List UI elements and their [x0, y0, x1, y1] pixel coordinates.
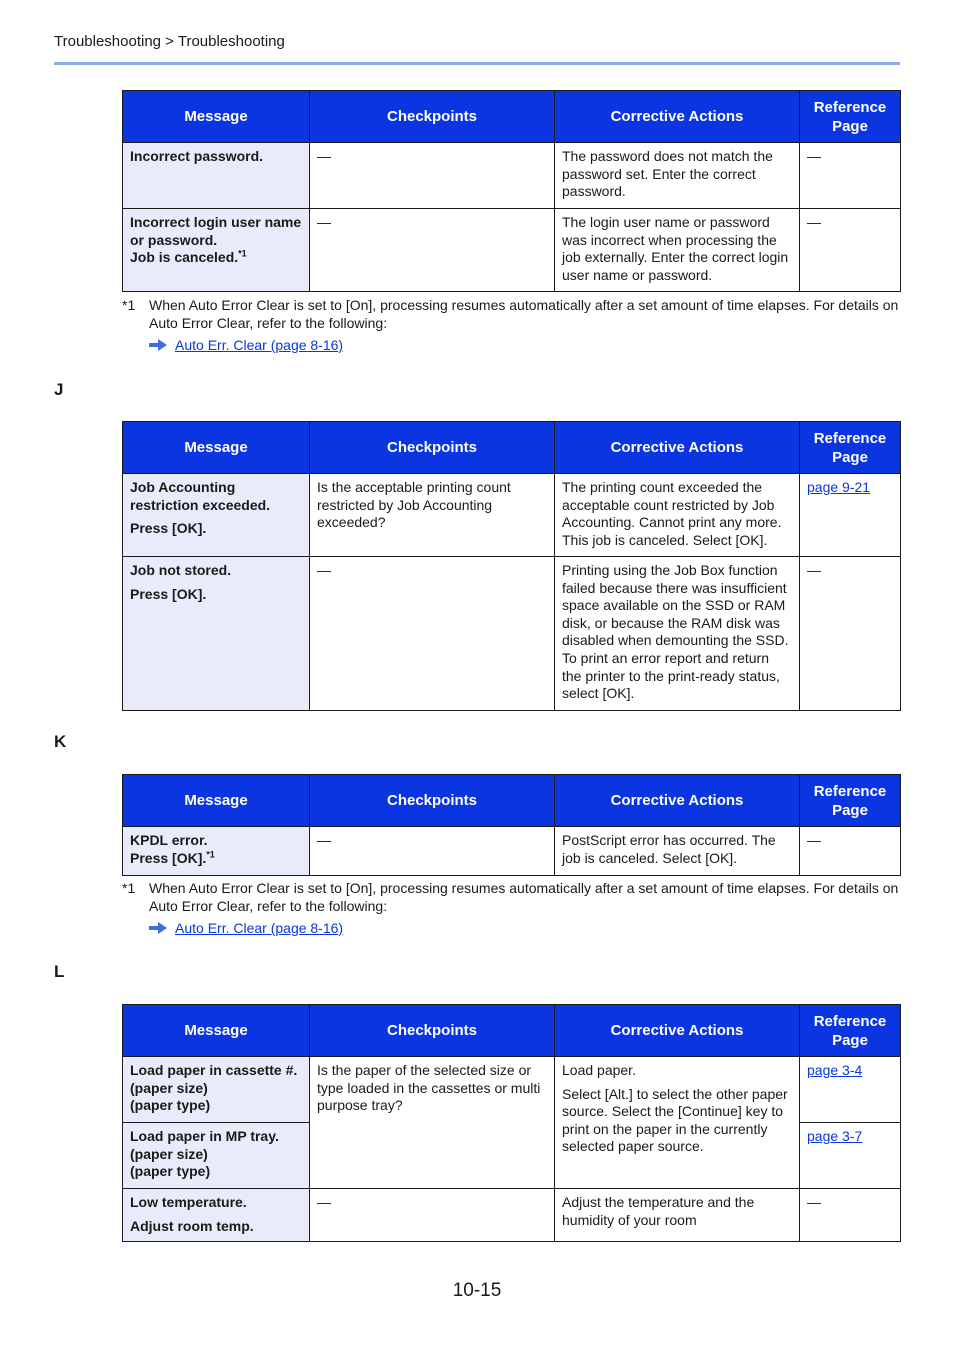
footnote-ref: *1: [238, 248, 247, 259]
arrow-right-icon: [149, 339, 167, 351]
footnote: [122, 879, 902, 937]
col-checkpoints-header: Checkpoints: [310, 775, 555, 827]
action-cell: Adjust the temperature and the humidity of your room: [555, 1189, 800, 1242]
ref-cell: —: [800, 827, 901, 876]
table-row: [123, 474, 901, 557]
table-row: [123, 557, 901, 711]
ref-cell: —: [800, 209, 901, 292]
ref-link[interactable]: page 9-21: [807, 479, 871, 495]
message-line: (paper type): [130, 1163, 211, 1180]
footnote-text: When Auto Error Clear is set to [On], processing resumes automatically after a set amount of time elapses. For details on Auto Error Clear, refer to the following:: [149, 880, 899, 914]
message-line: Adjust room temp.: [130, 1217, 254, 1234]
col-ref-header: Reference Page: [800, 91, 901, 143]
ref-cell: —: [800, 1189, 901, 1242]
table-header-row: [123, 91, 901, 143]
message-cell: [123, 1057, 310, 1123]
col-corrective-header: Corrective Actions: [555, 1005, 800, 1057]
action-cell: [555, 1057, 800, 1189]
col-message-header: Message: [123, 775, 310, 827]
checkpoint-cell: —: [310, 143, 555, 209]
message-line: Job not stored.: [130, 562, 232, 578]
ref-link[interactable]: page 3-7: [807, 1128, 863, 1144]
message-cell: [123, 1123, 310, 1189]
message-line: Low temperature.: [130, 1194, 247, 1210]
error-table-k: [122, 774, 901, 876]
checkpoint-cell: Is the acceptable printing count restricted by Job Accounting exceeded?: [310, 474, 555, 557]
table-row: [123, 143, 901, 209]
message-cell: [123, 209, 310, 292]
message-line: (paper type): [130, 1097, 211, 1114]
auto-err-clear-link[interactable]: Auto Err. Clear (page 8-16): [175, 337, 344, 353]
ref-cell: —: [800, 557, 901, 711]
breadcrumb: Troubleshooting > Troubleshooting: [54, 33, 285, 50]
col-ref-header: Reference Page: [800, 1005, 901, 1057]
col-corrective-header: Corrective Actions: [555, 775, 800, 827]
message-line: Incorrect login user name or password.: [130, 214, 302, 248]
message-line: KPDL error.: [130, 832, 208, 848]
message-cell: [123, 1189, 310, 1242]
checkpoint-cell: —: [310, 557, 555, 711]
action-cell: The login user name or password was incorrect when processing the job externally. Enter the correct login user name or password.: [555, 209, 800, 292]
checkpoint-cell: —: [310, 1189, 555, 1242]
footnote-marker: *1: [122, 297, 136, 313]
table-header-row: [123, 422, 901, 474]
message-line: Job Accounting restriction exceeded.: [130, 479, 271, 513]
table-row: [123, 827, 901, 876]
error-table-j: [122, 421, 901, 711]
col-message-header: Message: [123, 91, 310, 143]
error-table-l: [122, 1004, 901, 1242]
col-message-header: Message: [123, 422, 310, 474]
arrow-right-icon: [149, 922, 167, 934]
error-table-i: [122, 90, 901, 292]
section-heading-k: K: [54, 732, 67, 751]
section-heading-l: L: [54, 962, 65, 981]
message-line: (paper size): [130, 1145, 208, 1162]
message-line: Press [OK].: [130, 520, 207, 537]
col-checkpoints-header: Checkpoints: [310, 1005, 555, 1057]
col-checkpoints-header: Checkpoints: [310, 422, 555, 474]
table-row: [123, 1189, 901, 1242]
checkpoint-cell: —: [310, 209, 555, 292]
ref-cell: —: [800, 143, 901, 209]
table-header-row: [123, 775, 901, 827]
message-cell: [123, 474, 310, 557]
action-cell: PostScript error has occurred. The job is canceled. Select [OK].: [555, 827, 800, 876]
col-checkpoints-header: Checkpoints: [310, 91, 555, 143]
action-cell: The password does not match the password set. Enter the correct password.: [555, 143, 800, 209]
message-line: Press [OK].$^{*1}$: [130, 848, 215, 866]
message-line: Load paper in MP tray.: [130, 1128, 279, 1144]
message-line: (paper size): [130, 1079, 208, 1096]
table-header-row: [123, 1005, 901, 1057]
action-cell: The printing count exceeded the acceptable count restricted by Job Accounting. Cannot print any more. This job is canceled. Select [OK].: [555, 474, 800, 557]
col-corrective-header: Corrective Actions: [555, 422, 800, 474]
section-heading-j: J: [54, 380, 64, 399]
message-cell: [123, 827, 310, 876]
footnote-ref: *1: [206, 848, 215, 859]
ref-cell: [800, 1123, 901, 1189]
auto-err-clear-link[interactable]: Auto Err. Clear (page 8-16): [175, 920, 344, 936]
checkpoint-cell: Is the paper of the selected size or type loaded in the cassettes or multi purpose tray?: [310, 1057, 555, 1189]
ref-cell: [800, 1057, 901, 1123]
message-cell: [123, 557, 310, 711]
checkpoint-cell: —: [310, 827, 555, 876]
footnote-text: When Auto Error Clear is set to [On], processing resumes automatically after a set amount of time elapses. For details on Auto Error Clear, refer to the following:: [149, 297, 899, 331]
col-ref-header: Reference Page: [800, 775, 901, 827]
table-row: [123, 1057, 901, 1123]
col-message-header: Message: [123, 1005, 310, 1057]
message-line: Load paper in cassette #.: [130, 1062, 298, 1078]
footnote-marker: *1: [122, 880, 136, 896]
action-line: Select [Alt.] to select the other paper source. Select the [Continue] key to print on the paper in the currently selected paper source.: [562, 1085, 788, 1155]
message-line: Press [OK].: [130, 585, 207, 602]
action-line: Load paper.: [562, 1062, 636, 1078]
footnote: [122, 296, 902, 354]
col-ref-header: Reference Page: [800, 422, 901, 474]
table-row: [123, 209, 901, 292]
action-cell: Printing using the Job Box function failed because there was insufficient space available on the SSD or RAM disk, or because the RAM disk was disabled when demounting the SSD. To print an error report and return the printer to the print-ready status, select [OK].: [555, 557, 800, 711]
ref-link[interactable]: page 3-4: [807, 1062, 863, 1078]
message-cell: Incorrect password.: [123, 143, 310, 209]
ref-cell: [800, 474, 901, 557]
page-number: 10-15: [452, 1280, 502, 1301]
header-rule: [54, 62, 900, 65]
message-line: Job is canceled.$^{*1}$: [130, 248, 247, 266]
col-corrective-header: Corrective Actions: [555, 91, 800, 143]
